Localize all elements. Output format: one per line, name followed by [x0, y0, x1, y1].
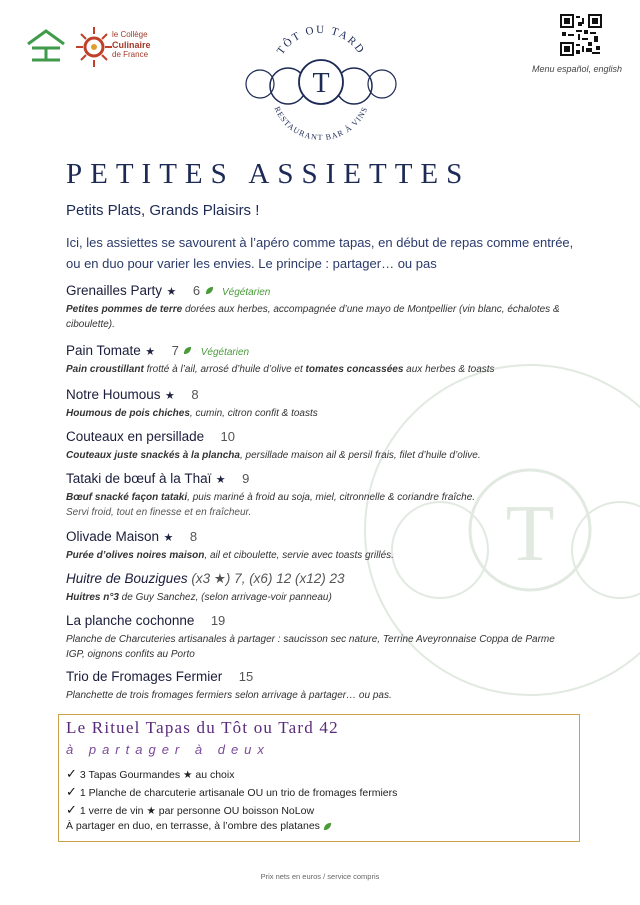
dish-item [66, 668, 566, 703]
dish-price: 8 [189, 529, 198, 544]
dish-desc: Planchette de trois fromages fermiers selon arrivage à partager… ou pas. [66, 690, 392, 701]
dish-desc: dorées aux herbes, accompagnée d’une mayo de Montpellier (vin blanc, échalotes & ciboulette). [66, 304, 560, 330]
dish-price: 15 [238, 669, 254, 684]
college-line-1: le Collège [112, 30, 148, 39]
qr-code-icon[interactable] [560, 14, 602, 56]
logo-top-text: TÔT OU TARD [274, 23, 368, 57]
dish-desc: , persillade maison ail & persil frais, filet d’huile d’olive. [239, 450, 481, 461]
vegetarian-label: Végétarien [221, 287, 271, 298]
svg-text:RESTAURANT BAR À VINS [272, 105, 369, 140]
dish-price: 7 [171, 343, 179, 358]
college-line-3: de France [112, 50, 149, 59]
rituel-line-3 [66, 802, 314, 818]
college-line-2: Culinaire [112, 40, 151, 50]
dish-item [66, 386, 566, 421]
star-icon: ★ [165, 390, 175, 402]
rituel-line-1-text: 3 Tapas Gourmandes ★ au choix [79, 769, 235, 781]
star-icon: ★ [166, 286, 177, 298]
dish-name: Huitre de Bouzigues [66, 571, 188, 586]
dish-name: Pain Tomate [66, 343, 141, 358]
dish-item [66, 470, 566, 520]
star-icon: ★ [215, 474, 226, 486]
rituel-line-4-text: À partager en duo, en terrasse, à l’ombre des platanes [66, 820, 320, 832]
dish-price: 8 [191, 387, 199, 402]
rituel-line-2 [66, 784, 397, 800]
rituel-line-4 [66, 820, 332, 832]
dish-desc: , cumin, citron confit & toasts [189, 408, 318, 419]
logo-bottom-text: RESTAURANT BAR À VINS [272, 105, 370, 140]
dish-item [66, 612, 556, 662]
dish-item [66, 528, 566, 563]
page-title: PETITES ASSIETTES [66, 158, 471, 190]
dish-desc-bold: Purée d’olives noires maison [66, 550, 205, 561]
check-icon: ✓ [66, 766, 77, 781]
svg-text:T: T [505, 490, 555, 578]
page-intro: Ici, les assiettes se savourent à l’apéro comme tapas, en début de repas comme entrée, ou en duo pour varier les envies. Le principe : partager… ou pas [66, 235, 574, 271]
dish-desc: frotté à l’ail, arrosé d’huile d’olive et [143, 364, 306, 375]
dish-item [66, 342, 566, 377]
dish-name: Couteaux en persillade [66, 429, 205, 444]
dish-name: Olivade Maison [66, 529, 160, 544]
dish-item [66, 282, 566, 332]
dish-desc-bold: Huitres n°3 [66, 592, 119, 603]
dish-name: La planche cochonne [66, 613, 195, 628]
page-subtitle: Petits Plats, Grands Plaisirs ! [66, 202, 260, 219]
dish-name-detail: (x3 ★) 7, (x6) 12 (x12) 23 [187, 571, 345, 586]
dish-item [66, 428, 566, 463]
dish-price: 6 [192, 283, 201, 298]
check-icon: ✓ [66, 802, 77, 817]
star-icon: ★ [145, 346, 156, 358]
menu-languages-note: Menu español, english [532, 64, 623, 74]
dish-desc: , ail et ciboulette, servie avec toasts grillés. [204, 550, 394, 561]
footer-note: Prix nets en euros / service compris [260, 872, 380, 881]
dish-name: Grenailles Party [66, 283, 163, 298]
tot-ou-tard-logo [236, 20, 406, 140]
rituel-line-1 [66, 766, 234, 782]
leaf-icon [183, 346, 192, 355]
rituel-subtitle: à partager à deux [66, 742, 270, 757]
dish-desc-extra: Servi froid, tout en finesse et en fraîcheur. [66, 507, 252, 518]
dish-desc-bold: Pain croustillant [66, 364, 144, 375]
check-icon: ✓ [66, 784, 77, 799]
dish-name: Notre Houmous [66, 387, 161, 402]
star-icon: ★ [163, 532, 174, 544]
dish-desc: de Guy Sanchez, (selon arrivage-voir panneau) [118, 592, 332, 603]
svg-text:TÔT OU TARD [275, 24, 368, 57]
dish-name: Trio de Fromages Fermier [66, 669, 223, 684]
dish-name: Tataki de bœuf à la Thaï [66, 471, 212, 486]
dish-price: 9 [242, 471, 250, 486]
dish-item [66, 570, 566, 605]
dish-desc-bold: Petites pommes de terre [66, 304, 183, 315]
dish-price: 19 [210, 613, 226, 628]
rituel-line-3-text: 1 verre de vin ★ par personne OU boisson NoLow [79, 805, 315, 817]
dish-desc-2: aux herbes & toasts [403, 364, 495, 375]
dish-desc-bold: Bœuf snacké façon tataki [66, 492, 188, 503]
house-logo-icon [24, 28, 68, 64]
leaf-icon [323, 822, 332, 831]
dish-desc: Planche de Charcuteries artisanales à partager : saucisson sec nature, Terrine Aveyronnaise Coppa de Parme IGP, oignons confits au Porto [66, 634, 555, 660]
rituel-title: Le Rituel Tapas du Tôt ou Tard 42 [66, 718, 339, 737]
logo-letter: T [312, 68, 330, 99]
dish-desc-bold: Couteaux juste snackés à la plancha [66, 450, 240, 461]
dish-price: 10 [220, 429, 236, 444]
college-culinaire-label [112, 30, 151, 60]
dish-desc: , puis mariné à froid au soja, miel, citronnelle & coriandre fraîche. [187, 492, 476, 503]
dish-desc-bold-2: tomates concassées [305, 364, 404, 375]
vegetarian-label: Végétarien [200, 347, 250, 358]
leaf-icon [205, 286, 214, 295]
rituel-line-2-text: 1 Planche de charcuterie artisanale OU un trio de fromages fermiers [79, 787, 398, 799]
dish-desc-bold: Houmous de pois chiches [66, 408, 190, 419]
college-culinaire-logo-icon [74, 24, 114, 70]
